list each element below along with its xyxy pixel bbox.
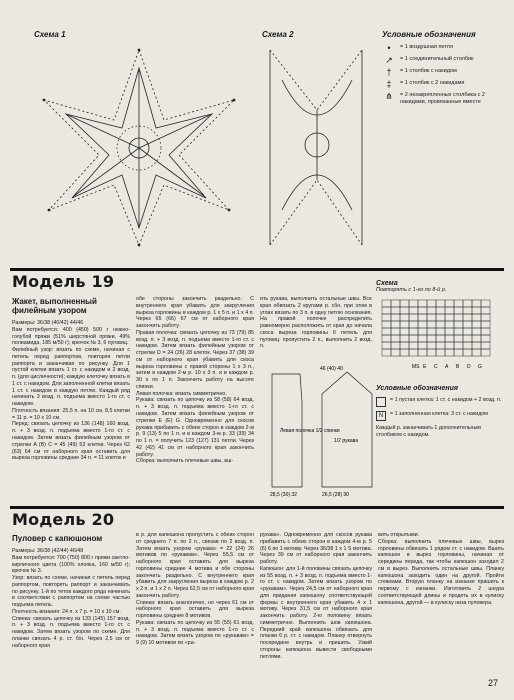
grid-cell (472, 314, 481, 321)
grid-cell (436, 307, 445, 314)
model19-schema (376, 280, 506, 372)
schema1-label: Схема 1 (34, 30, 66, 39)
grid-cell (481, 349, 490, 356)
grid-cell (481, 328, 490, 335)
pattern-arrow-label: C (434, 364, 438, 370)
grid-cell (481, 342, 490, 349)
legend-text: = 1 пустая клетка: 1 ст. с накидом + 2 возд. п. (390, 397, 502, 404)
grid-cell (427, 328, 436, 335)
grid-cell (445, 335, 454, 342)
grid-cell (472, 321, 481, 328)
grid-cell (391, 335, 400, 342)
legend-text: = 2 незакрепленных столбика с 2 накидами, провязанные вместе (400, 92, 485, 105)
grid-cell (454, 307, 463, 314)
grid-cell (436, 300, 445, 307)
legend-item (376, 397, 506, 407)
grid-cell (463, 328, 472, 335)
model19-legend (376, 384, 506, 439)
grid-cell (409, 342, 418, 349)
filled-cell-icon: N (376, 411, 386, 421)
grid-cell (409, 328, 418, 335)
grid-cell (472, 307, 481, 314)
grid-cell (382, 307, 391, 314)
grid-cell (382, 328, 391, 335)
model19-col2: обе стороны закончить раздельно. С внутреннего края убавить для закругления выреза горловины в каждом р. 1 х 5 п. и 1 х 4 п. Через 65 (66) 67 см от наборного края закончить работу. Правая полочка: связать цепочку из 73 (79) 85 возд. п. + 3 возд. п. подъема вместо 1-го ст. с накидом. Затем вязать филейным узором от стрелки D = 24 (26) 28 клеток. Через 37 (38) 39 см от наборного края убавить для скоса выреза горловины с правой стороны 1 х 3 п., затем в каждом 2-м р. 10 х 3 п. и в каждом р. 30 х по 1 п. Закончить работу на высоте спинки. Левая полочка: вязать симметрично. Рукава: связать по цепочку из 58 (58) 64 возд. п. + 3 возд. п. подъема вместо 1-го ст. с накидом. Затем вязать филейным узором от стрелки E (E) G. Одновременно для скосов рукава прибавить с обеих сторон в каждом 2-м р. 9 (13) 5 по 1 п. и в каждом 3-м р. 33 (39) 34 по 1 п. = получить 123 (127) 131 петли. Через 42 (42) 41 см от наборного края закончить работу. Сборка: выполнить плечевые швы, вш- (136, 296, 254, 465)
grid-cell (391, 328, 400, 335)
legend-text: = 1 столбик с накидом (400, 68, 457, 74)
pattern-arrow-label: G (478, 364, 482, 370)
grid-cell (445, 300, 454, 307)
grid-cell (472, 342, 481, 349)
grid-cell (454, 300, 463, 307)
filet-grid (376, 296, 506, 372)
legend-item (376, 411, 506, 421)
grid-cell (436, 328, 445, 335)
slip-stitch-icon: ↗ (385, 55, 393, 65)
grid-cell (409, 307, 418, 314)
grid-cell (454, 342, 463, 349)
grid-cell (481, 335, 490, 342)
model19-rule (10, 268, 504, 271)
schema-subtitle: Повторять с 1-го по 8-й р. (376, 287, 447, 293)
grid-cell (481, 321, 490, 328)
grid-cell (427, 321, 436, 328)
page-number: 27 (488, 678, 499, 688)
pattern-arrow-label: D (467, 364, 471, 370)
grid-cell (454, 314, 463, 321)
empty-cell-icon (376, 397, 386, 407)
grid-cell (436, 349, 445, 356)
grid-cell (409, 300, 418, 307)
grid-cell (427, 342, 436, 349)
pattern-arrow-label: E (423, 364, 427, 370)
grid-cell (418, 314, 427, 321)
model19-col1: Размеры: 36/38 (40/42) 44/46 Вам потребуется: 400 (450) 500 г нежно-голубой пряжи (51% шерстяной пряжи, 49% полиамида, 185 м/50 г); крючок № 3, 6 пуговиц. Филейный узор: вязать по схеме, начиная с петель перед раппортом, повторяя петли раппорта и заканчивая по рисунку. Для 1 пустой клетки вязать 1 ст. с накидом и 2 возд. п. (для цисличности); каждую клеточку вязать в 1 ст. с накидом. Для заполненной клетки вязать 1 ст. с накидом в каждую петлю. Каждый ряд начинать 3 возд. п. подъема вместо 1-го ст. с накидом. Плотность вязания: 25,5 п. на 10 см, 8,5 клетки = 11 р. = 10 х 10 см. Перед: связать цепочку из 136 (148) 160 возд. п. + 3 возд. п. подъема вместо 1-го ст. с накидом. Затем вязать филейным узором от стрелки A (B) C = 45 (49) 53 клетки. Через 62 (63) 64 см от наборного края оставить для выреза горловины средние 34 п. = 11 клеток и (12, 320, 130, 462)
pieces-label-front: Левая полочка 1/2 спинки (280, 428, 340, 434)
model20-subtitle: Пуловер с капюшоном (12, 534, 103, 543)
grid-cell (454, 349, 463, 356)
grid-cell (436, 335, 445, 342)
grid-cell (391, 307, 400, 314)
grid-cell (463, 349, 472, 356)
grid-cell (400, 321, 409, 328)
model20-title: Модель 20 (12, 510, 115, 529)
pattern-arrow-label: MS (412, 364, 420, 370)
grid-cell (463, 300, 472, 307)
model20-col1: Размеры: 36/38 (42/44) 46/48 Вам потребуется: 700 (750) 800 г пряжи светло-кирпичного цвета (100% хлопка, 160 м/50 г); крючок № 3. Узор: вязать по схеме, начиная с петель перед раппортом, повторять раппорт и заканчивать по рисунку. 1-й по тетов каждого ряда начинать в соответствии с раппортом на схеме частью подъема петель. Плотность вязания: 24 п. х 7 р. = 10 х 10 см. Спинка: связать цепочку из 133 (145) 157 возд. п. + 3 возд. п. подъема вместо 1-го ст. с накидом. Затем вязать узором по схеме. Для планки связать 4 р. ст. б/н. Через 2,5 см от наборного края (12, 548, 130, 649)
schema1-diagram (34, 40, 244, 255)
grid-cell (454, 335, 463, 342)
grid-cell (463, 307, 472, 314)
grid-cell (427, 335, 436, 342)
grid-cell (391, 300, 400, 307)
legend-note: Каждый р. заканчивать 1 дополнительным столбиком с накидом. (376, 425, 481, 438)
grid-cell (481, 314, 490, 321)
pattern-arrow-label: B (456, 364, 460, 370)
pattern-arrow-label: A (445, 364, 449, 370)
grid-cell (481, 300, 490, 307)
legend-item (382, 56, 510, 64)
grid-cell (463, 321, 472, 328)
model20-rule (10, 506, 504, 509)
model19-subtitle: Жакет, выполненный филейным узором (12, 297, 97, 316)
schema2-label: Схема 2 (262, 30, 294, 39)
model19-title: Модель 19 (12, 272, 115, 291)
grid-cell (463, 314, 472, 321)
model20-col3: рукава». Одновременно для скосов рукава прибавить с обеих сторон в каждом 4-м р. 5 (6) 6 по 1 мотиву. Через 36/38 1 х 1 S мотива. Через 39 см от наборного края закончить работу. Капюшон: для 1-й половины связать цепочку из 55 возд. п. + 3 возд. п. подъема вместо 1-го ст. с накидом. Затем вязать узором по «рукавам». Через 24,5 см от наборного края для придания капюшону соответствующей формы с внутреннего края убавить 4 х 1 мотиву. Через 31,5 см от наборного края закончить работу. 2-ю половину вязать симметрично. Выполнить шов капюшона. Передний край капюшона обвязать для планки 6 р. ст. с накидом. Планку отвернуть посередине внутрь и пришить. Узкий стороны капюшона вывести свободными петлями. (260, 532, 372, 660)
model19-pattern-pieces (262, 362, 374, 502)
grid-cell (463, 335, 472, 342)
dim-1: 28,5 (30) 32 (270, 492, 297, 498)
grid-cell (400, 342, 409, 349)
legend-item (382, 92, 510, 106)
legend-top (382, 30, 510, 110)
grid-cell (391, 321, 400, 328)
grid-cell (400, 314, 409, 321)
legend-item (382, 80, 510, 88)
grid-cell (400, 300, 409, 307)
double-crochet-icon: † (386, 67, 392, 77)
grid-cell (454, 328, 463, 335)
grid-cell (463, 342, 472, 349)
grid-cell (400, 328, 409, 335)
grid-cell (382, 349, 391, 356)
grid-cell (382, 335, 391, 342)
legend-text: = 1 соединительный столбик (400, 56, 474, 62)
schema2-diagram (262, 40, 372, 255)
legend-item (382, 44, 510, 52)
grid-cell (391, 314, 400, 321)
grid-cell (418, 328, 427, 335)
grid-cell (436, 321, 445, 328)
grid-cell (418, 300, 427, 307)
grid-cell (454, 321, 463, 328)
model20-col4: вить открытыми. Сборка: выполнить плечевые швы, вырез горловины обвязать 1 рядом ст. с накидом. Вшить капюшон в вырез горловины, начиная от середины переда, так чтобы капюшон заходил 2 см в вырез. Выполнить остальные швы. Планку капюшона заходить один на другой. Пройти стежками. Вторую планку на изнанке пришить к первому с изнанки. Изготовить 2 шнура соответствующей длины и продеть их в кулиску капюшона, другой — в кулиску низа пуловера. (378, 532, 504, 606)
dim-3: 46 (40) 40 (320, 366, 343, 372)
grid-cell (472, 300, 481, 307)
model19-legend-title: Условные обозначения (376, 385, 459, 392)
grid-cell (427, 307, 436, 314)
pieces-label-sleeve: 1/2 рукава (334, 438, 359, 444)
grid-cell (418, 321, 427, 328)
grid-cell (427, 314, 436, 321)
grid-cell (400, 349, 409, 356)
legend-text: = 1 столбик с 2 накидами (400, 80, 465, 86)
grid-cell (445, 342, 454, 349)
grid-cell (481, 307, 490, 314)
grid-cell (445, 314, 454, 321)
grid-cell (409, 321, 418, 328)
grid-cell (382, 321, 391, 328)
grid-cell (427, 300, 436, 307)
grid-cell (382, 342, 391, 349)
grid-cell (418, 342, 427, 349)
chain-stitch-icon: • (387, 43, 391, 53)
treble-crochet-icon: ‡ (386, 79, 392, 89)
grid-cell (400, 335, 409, 342)
legend-text: = 1 воздушная петля (400, 44, 453, 50)
grid-cell (409, 349, 418, 356)
grid-cell (445, 349, 454, 356)
model20-col2: в р. для капюшона пропустить с обеих сторон от среднего 7 п. по 2 п., связав по 2 возд. п. Затем вязать узором «рукава» = 22 (24) 26 мотивов по «рукавам». Через 55,5 см от наборного края оставить для выреза горловины средние 4 мотива и обе стороны закончить раздельно. С внутреннего края убавить для закругления выреза в каждом р. 2 х 2 п. и 1 х 2 п. Через 62,5 см от наборного края закончить работу. Спинка: вязать аналогично, но через 61 см от наборного края оставить для выреза горловины средние 8 мотивов. Рукава: связать по цепочку из 55 (55) 61 возд. п. + 3 возд. п. подъема вместо 1-го ст. с накидом. Затем вязать узором по «рукавам» = 9 (9) 10 мотивов по «ра- (136, 532, 254, 647)
grid-cell (409, 314, 418, 321)
dim-2: 26,5 (28) 30 (322, 492, 349, 498)
model19-col3: ить рукава, выполнить остальные швы. Все края обвязать 2 кругами р. сбн, при этом в углах вязать по 3 п. в одну петлю основания. На правой полочке распределить равномерно расположить от края до начала скоса выреза горловины 6 петель для пуговиц: пропустить 2 п., выполнить 2 возд. п. (260, 296, 372, 350)
legend-text: = 1 заполненная клетка: 3 ст. с накидом (390, 411, 488, 418)
grid-cell (472, 335, 481, 342)
grid-cell (418, 307, 427, 314)
grid-cell (382, 300, 391, 307)
grid-cell (445, 321, 454, 328)
grid-cell (436, 314, 445, 321)
grid-cell (427, 349, 436, 356)
grid-cell (409, 335, 418, 342)
cluster-stitch-icon: ⋔ (385, 91, 393, 101)
grid-cell (418, 349, 427, 356)
grid-cell (418, 335, 427, 342)
schema-title: Схема (376, 280, 398, 287)
legend-top-title: Условные обозначения (382, 30, 476, 39)
grid-cell (445, 328, 454, 335)
grid-cell (382, 314, 391, 321)
grid-cell (472, 328, 481, 335)
grid-cell (391, 342, 400, 349)
grid-cell (391, 349, 400, 356)
grid-cell (472, 349, 481, 356)
grid-cell (445, 307, 454, 314)
grid-cell (436, 342, 445, 349)
legend-item (382, 68, 510, 76)
grid-cell (400, 307, 409, 314)
